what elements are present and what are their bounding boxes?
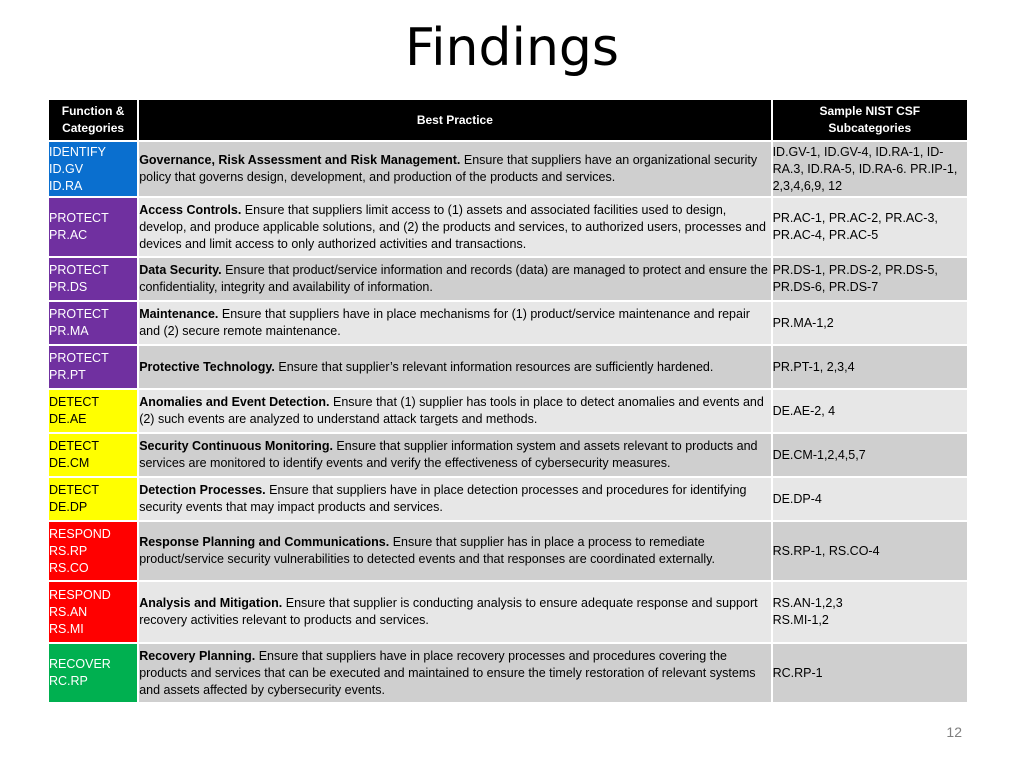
nist-subcategory: PR.PT-1, 2,3,4 (772, 359, 855, 374)
category-code: RS.MI (49, 621, 84, 636)
category-code: RS.RP (49, 543, 88, 558)
category-code: PR.DS (49, 280, 88, 294)
nist-subcategories-cell (772, 257, 968, 301)
function-name: RESPOND (49, 587, 111, 602)
nist-subcategory: DE.AE-2, 4 (772, 403, 836, 418)
category-code: DE.AE (49, 412, 87, 426)
function-name: RESPOND (49, 526, 111, 541)
nist-subcategory: RS.MI-1,2 (772, 613, 829, 627)
best-practice-label: Protective Technology. (139, 359, 275, 374)
best-practice-text: Ensure that supplier is conducting analysis to ensure adequate response and support recovery activities relevant to products and services. (139, 596, 758, 627)
function-cell (48, 521, 138, 581)
function-cell (48, 345, 138, 389)
function-cell (48, 477, 138, 521)
header-function-line2: Categories (62, 121, 125, 135)
best-practice-cell (138, 643, 771, 703)
nist-subcategories-cell (772, 433, 968, 477)
table-row (48, 345, 968, 389)
function-cell (48, 643, 138, 703)
nist-subcategories-cell (772, 581, 968, 643)
header-nist-line2: Subcategories (828, 121, 912, 135)
findings-table (47, 98, 969, 704)
nist-subcategories-cell (772, 477, 968, 521)
function-cell (48, 433, 138, 477)
best-practice-text: Ensure that suppliers have in place detection processes and procedures for identifying security events that may impact products and services. (139, 483, 747, 514)
best-practice-text: Ensure that suppliers limit access to (1) assets and associated facilities used to design, develop, and produce applicable solutions, and (2) the products and services, to authorized users, processes and devices and limit access to only authorized activities and transactions. (139, 202, 766, 251)
header-nist-subcategories (772, 99, 968, 141)
best-practice-label: Detection Processes. (139, 483, 266, 497)
function-name: DETECT (49, 439, 99, 453)
slide-title: Findings (404, 18, 620, 78)
best-practice-cell (138, 521, 771, 581)
category-code: ID.RA (49, 178, 83, 193)
table-header-row (48, 99, 968, 141)
table-row (48, 521, 968, 581)
table-row (48, 433, 968, 477)
best-practice-text: Ensure that supplier has in place a process to remediate product/service security vulnerabilities to detected events and that responses are coordinated externally. (139, 535, 715, 566)
table-row (48, 301, 968, 345)
function-cell (48, 581, 138, 643)
category-code: RS.CO (49, 560, 89, 575)
nist-subcategories-cell (772, 345, 968, 389)
category-code: PR.AC (49, 228, 88, 242)
nist-subcategories-cell (772, 643, 968, 703)
nist-subcategories-cell (772, 389, 968, 433)
category-code: RC.RP (49, 674, 88, 688)
best-practice-text: Ensure that supplier’s relevant information resources are sufficiently hardened. (278, 359, 714, 374)
category-code: PR.MA (49, 324, 89, 338)
function-cell (48, 301, 138, 345)
header-nist-line1: Sample NIST CSF (819, 104, 921, 118)
best-practice-cell (138, 197, 771, 257)
table-row (48, 257, 968, 301)
best-practice-label: Access Controls. (139, 202, 242, 217)
best-practice-cell (138, 433, 771, 477)
best-practice-label: Data Security. (139, 263, 222, 277)
function-cell (48, 257, 138, 301)
best-practice-label: Maintenance. (139, 307, 219, 321)
best-practice-cell (138, 301, 771, 345)
best-practice-text: Ensure that suppliers have in place mechanisms for (1) product/service maintenance and repair and (2) secure remote maintenance. (139, 307, 750, 338)
page-number: 12 (946, 724, 962, 740)
best-practice-cell (138, 477, 771, 521)
best-practice-text: Ensure that supplier information system and assets relevant to products and services are monitored to identify events and verify the effectiveness of cybersecurity measures. (139, 439, 758, 470)
nist-subcategory: DE.DP-4 (772, 491, 822, 506)
function-cell (48, 197, 138, 257)
table-row (48, 197, 968, 257)
best-practice-label: Response Planning and Communications. (139, 535, 390, 549)
nist-subcategory: PR.MA-1,2 (772, 315, 834, 330)
header-best-practice: Best Practice (138, 99, 771, 141)
best-practice-label: Recovery Planning. (139, 648, 256, 663)
best-practice-label: Anomalies and Event Detection. (139, 395, 330, 409)
nist-subcategory: PR.DS-1, PR.DS-2, PR.DS-5, PR.DS-6, PR.DS-7 (772, 263, 938, 294)
nist-subcategory: RS.AN-1,2,3 (772, 596, 843, 610)
nist-subcategory: DE.CM-1,2,4,5,7 (772, 447, 866, 462)
best-practice-cell (138, 389, 771, 433)
best-practice-cell (138, 581, 771, 643)
category-code: DE.CM (49, 456, 90, 470)
best-practice-label: Analysis and Mitigation. (139, 596, 283, 610)
nist-subcategory: PR.AC-1, PR.AC-2, PR.AC-3, PR.AC-4, PR.AC-5 (772, 211, 938, 242)
table-row (48, 477, 968, 521)
category-code: PR.PT (49, 368, 86, 382)
nist-subcategory: ID.GV-1, ID.GV-4, ID.RA-1, ID-RA.3, ID.RA-5, ID.RA-6. PR.IP-1, 2,3,4,6,9, 12 (772, 144, 958, 193)
nist-subcategory: RC.RP-1 (772, 665, 823, 680)
function-name: IDENTIFY (49, 144, 106, 159)
function-name: PROTECT (49, 263, 109, 277)
function-name: PROTECT (49, 351, 109, 365)
nist-subcategories-cell (772, 141, 968, 197)
category-code: ID.GV (49, 161, 84, 176)
best-practice-text: Ensure that suppliers have an organizational security policy that governs design, development, and production of the products and services. (139, 153, 758, 184)
function-name: DETECT (49, 395, 99, 409)
category-code: DE.DP (49, 500, 88, 514)
best-practice-text: Ensure that (1) supplier has tools in place to detect anomalies and events and (2) such events are analyzed to understand attack targets and methods. (139, 395, 764, 426)
function-name: RECOVER (49, 657, 111, 671)
nist-subcategory: RS.RP-1, RS.CO-4 (772, 543, 880, 558)
function-name: PROTECT (49, 211, 109, 225)
best-practice-cell (138, 345, 771, 389)
best-practice-text: Ensure that suppliers have in place recovery processes and procedures covering the products and services that can be executed and maintained to ensure the timely restoration of relevant systems and assets affected by cybersecurity events. (139, 648, 756, 697)
best-practice-cell (138, 257, 771, 301)
best-practice-cell (138, 141, 771, 197)
best-practice-label: Governance, Risk Assessment and Risk Management. (139, 153, 461, 167)
nist-subcategories-cell (772, 521, 968, 581)
best-practice-text: Ensure that product/service information and records (data) are managed to protect and ensure the confidentiality, integrity and availability of information. (139, 263, 768, 294)
table-row (48, 141, 968, 197)
nist-subcategories-cell (772, 197, 968, 257)
nist-subcategories-cell (772, 301, 968, 345)
table-row (48, 643, 968, 703)
header-function-line1: Function & (61, 104, 125, 118)
function-name: DETECT (49, 483, 99, 497)
function-cell (48, 141, 138, 197)
function-cell (48, 389, 138, 433)
table-row (48, 581, 968, 643)
header-function-categories (48, 99, 138, 141)
best-practice-label: Security Continuous Monitoring. (139, 439, 333, 453)
function-name: PROTECT (49, 307, 109, 321)
category-code: RS.AN (49, 604, 88, 619)
table-row (48, 389, 968, 433)
